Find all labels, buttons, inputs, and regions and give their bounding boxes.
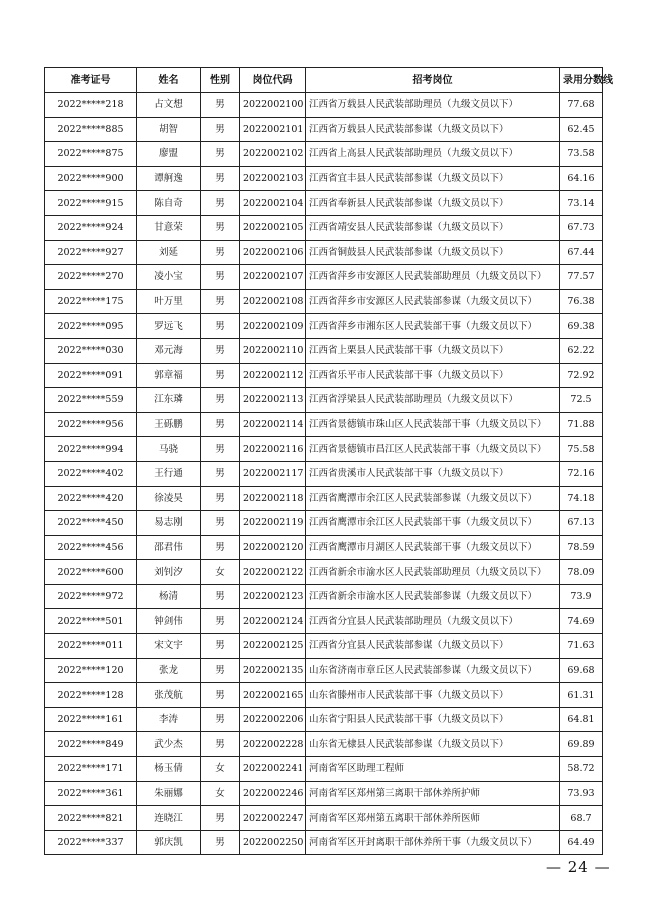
score-cell: 67.13 xyxy=(560,511,603,536)
name-cell: 郭庆凯 xyxy=(137,830,201,855)
gender-cell: 男 xyxy=(201,707,240,732)
score-cell: 69.68 xyxy=(560,658,603,683)
gender-cell: 男 xyxy=(201,289,240,314)
score-cell: 68.7 xyxy=(560,806,603,831)
post-code-cell: 2022002113 xyxy=(240,388,306,413)
gender-cell: 男 xyxy=(201,388,240,413)
post-code-cell: 2022002117 xyxy=(240,461,306,486)
score-cell: 58.72 xyxy=(560,757,603,782)
table-header xyxy=(45,68,613,93)
exam-id-cell: 2022*****875 xyxy=(45,142,137,167)
name-cell: 王行通 xyxy=(137,461,201,486)
post-cell: 江西省鹰潭市月湖区人民武装部干事（九级文员以下） xyxy=(306,535,560,560)
score-cell: 73.9 xyxy=(560,584,603,609)
name-cell: 刘钊汐 xyxy=(137,560,201,585)
exam-id-cell: 2022*****361 xyxy=(45,781,137,806)
post-cell: 江西省宜丰县人民武装部参谋（九级文员以下） xyxy=(306,166,560,191)
exam-id-cell: 2022*****337 xyxy=(45,830,137,855)
exam-id-cell: 2022*****095 xyxy=(45,314,137,339)
name-cell: 陈自奇 xyxy=(137,191,201,216)
exam-id-cell: 2022*****821 xyxy=(45,806,137,831)
name-cell: 占文想 xyxy=(137,93,201,118)
table-row xyxy=(45,388,603,413)
name-cell: 张茂航 xyxy=(137,683,201,708)
exam-id-cell: 2022*****885 xyxy=(45,117,137,142)
score-cell: 73.58 xyxy=(560,142,603,167)
table-row xyxy=(45,830,603,855)
exam-id-cell: 2022*****120 xyxy=(45,658,137,683)
gender-cell: 男 xyxy=(201,683,240,708)
post-cell: 江西省靖安县人民武装部参谋（九级文员以下） xyxy=(306,215,560,240)
score-cell: 72.92 xyxy=(560,363,603,388)
gender-cell: 男 xyxy=(201,634,240,659)
post-cell: 河南省军区郑州第三离职干部休养所护师 xyxy=(306,781,560,806)
gender-cell: 男 xyxy=(201,142,240,167)
exam-id-cell: 2022*****915 xyxy=(45,191,137,216)
post-code-cell: 2022002105 xyxy=(240,215,306,240)
name-cell: 朱丽娜 xyxy=(137,781,201,806)
table-row xyxy=(45,265,603,290)
post-cell: 河南省军区助理工程师 xyxy=(306,757,560,782)
post-code-cell: 2022002101 xyxy=(240,117,306,142)
post-cell: 江西省萍乡市安源区人民武装部参谋（九级文员以下） xyxy=(306,289,560,314)
gender-cell: 男 xyxy=(201,240,240,265)
exam-id-cell: 2022*****927 xyxy=(45,240,137,265)
exam-id-cell: 2022*****994 xyxy=(45,437,137,462)
exam-id-cell: 2022*****972 xyxy=(45,584,137,609)
exam-id-cell: 2022*****402 xyxy=(45,461,137,486)
score-cell: 77.68 xyxy=(560,93,603,118)
table-row xyxy=(45,461,603,486)
table-row xyxy=(45,338,603,363)
exam-id-cell: 2022*****171 xyxy=(45,757,137,782)
post-cell: 河南省军区开封离职干部休养所干事（九级文员以下） xyxy=(306,830,560,855)
table-row xyxy=(45,412,603,437)
table-row xyxy=(45,609,603,634)
post-code-cell: 2022002135 xyxy=(240,658,306,683)
name-cell: 李涛 xyxy=(137,707,201,732)
post-cell: 山东省滕州市人民武装部干事（九级文员以下） xyxy=(306,683,560,708)
gender-cell: 男 xyxy=(201,732,240,757)
exam-id-cell: 2022*****161 xyxy=(45,707,137,732)
name-cell: 甘意荣 xyxy=(137,215,201,240)
gender-cell: 男 xyxy=(201,117,240,142)
post-code-cell: 2022002116 xyxy=(240,437,306,462)
post-cell: 江西省万载县人民武装部助理员（九级文员以下） xyxy=(306,93,560,118)
table-body xyxy=(45,93,603,855)
exam-id-cell: 2022*****128 xyxy=(45,683,137,708)
table-row xyxy=(45,363,603,388)
table-row xyxy=(45,806,603,831)
name-cell: 刘延 xyxy=(137,240,201,265)
score-cell: 69.38 xyxy=(560,314,603,339)
exam-id-cell: 2022*****450 xyxy=(45,511,137,536)
name-cell: 钟剑伟 xyxy=(137,609,201,634)
column-header: 招考岗位 xyxy=(306,68,560,93)
post-cell: 江西省萍乡市湘东区人民武装部干事（九级文员以下） xyxy=(306,314,560,339)
gender-cell: 男 xyxy=(201,806,240,831)
post-code-cell: 2022002118 xyxy=(240,486,306,511)
exam-id-cell: 2022*****011 xyxy=(45,634,137,659)
post-cell: 山东省济南市章丘区人民武装部参谋（九级文员以下） xyxy=(306,658,560,683)
score-cell: 73.14 xyxy=(560,191,603,216)
post-code-cell: 2022002241 xyxy=(240,757,306,782)
exam-id-cell: 2022*****924 xyxy=(45,215,137,240)
post-code-cell: 2022002246 xyxy=(240,781,306,806)
score-cell: 77.57 xyxy=(560,265,603,290)
gender-cell: 男 xyxy=(201,363,240,388)
table-row xyxy=(45,93,603,118)
table-row xyxy=(45,634,603,659)
post-cell: 江西省上栗县人民武装部干事（九级文员以下） xyxy=(306,338,560,363)
table-row xyxy=(45,166,603,191)
score-cell: 69.89 xyxy=(560,732,603,757)
post-code-cell: 2022002104 xyxy=(240,191,306,216)
name-cell: 王砾鹏 xyxy=(137,412,201,437)
post-code-cell: 2022002100 xyxy=(240,93,306,118)
score-cell: 64.81 xyxy=(560,707,603,732)
name-cell: 宋文宇 xyxy=(137,634,201,659)
name-cell: 徐凌昊 xyxy=(137,486,201,511)
table-row xyxy=(45,535,603,560)
post-code-cell: 2022002250 xyxy=(240,830,306,855)
name-cell: 罗远飞 xyxy=(137,314,201,339)
name-cell: 连晓江 xyxy=(137,806,201,831)
score-cell: 72.5 xyxy=(560,388,603,413)
table-row xyxy=(45,486,603,511)
score-cell: 62.45 xyxy=(560,117,603,142)
exam-id-cell: 2022*****600 xyxy=(45,560,137,585)
table-row xyxy=(45,584,603,609)
post-code-cell: 2022002123 xyxy=(240,584,306,609)
post-cell: 江西省景德镇市昌江区人民武装部干事（九级文员以下） xyxy=(306,437,560,462)
column-header: 性别 xyxy=(201,68,240,93)
column-header: 录用分数线 xyxy=(560,68,603,93)
post-code-cell: 2022002110 xyxy=(240,338,306,363)
column-header: 准考证号 xyxy=(45,68,137,93)
gender-cell: 男 xyxy=(201,265,240,290)
post-code-cell: 2022002102 xyxy=(240,142,306,167)
table-row xyxy=(45,707,603,732)
post-cell: 江西省分宜县人民武装部助理员（九级文员以下） xyxy=(306,609,560,634)
gender-cell: 男 xyxy=(201,215,240,240)
table-row xyxy=(45,314,603,339)
post-code-cell: 2022002109 xyxy=(240,314,306,339)
name-cell: 马骁 xyxy=(137,437,201,462)
post-code-cell: 2022002165 xyxy=(240,683,306,708)
table-row xyxy=(45,683,603,708)
score-cell: 74.18 xyxy=(560,486,603,511)
post-code-cell: 2022002247 xyxy=(240,806,306,831)
results-table xyxy=(44,67,613,855)
score-cell: 67.44 xyxy=(560,240,603,265)
exam-id-cell: 2022*****956 xyxy=(45,412,137,437)
gender-cell: 女 xyxy=(201,757,240,782)
table-row xyxy=(45,142,603,167)
post-code-cell: 2022002120 xyxy=(240,535,306,560)
post-code-cell: 2022002106 xyxy=(240,240,306,265)
post-cell: 江西省分宜县人民武装部参谋（九级文员以下） xyxy=(306,634,560,659)
gender-cell: 男 xyxy=(201,609,240,634)
post-code-cell: 2022002228 xyxy=(240,732,306,757)
post-cell: 山东省宁阳县人民武装部干事（九级文员以下） xyxy=(306,707,560,732)
name-cell: 凌小宝 xyxy=(137,265,201,290)
results-table-container xyxy=(44,67,613,855)
score-cell: 71.63 xyxy=(560,634,603,659)
table-row xyxy=(45,289,603,314)
score-cell: 64.49 xyxy=(560,830,603,855)
post-code-cell: 2022002103 xyxy=(240,166,306,191)
exam-id-cell: 2022*****030 xyxy=(45,338,137,363)
table-row xyxy=(45,781,603,806)
column-header: 姓名 xyxy=(137,68,201,93)
post-cell: 江西省萍乡市安源区人民武装部助理员（九级文员以下） xyxy=(306,265,560,290)
gender-cell: 男 xyxy=(201,511,240,536)
gender-cell: 男 xyxy=(201,437,240,462)
score-cell: 74.69 xyxy=(560,609,603,634)
post-cell: 江西省贵溪市人民武装部干事（九级文员以下） xyxy=(306,461,560,486)
gender-cell: 男 xyxy=(201,461,240,486)
name-cell: 廖盟 xyxy=(137,142,201,167)
post-cell: 江西省新余市渝水区人民武装部参谋（九级文员以下） xyxy=(306,584,560,609)
table-row xyxy=(45,757,603,782)
gender-cell: 男 xyxy=(201,314,240,339)
gender-cell: 男 xyxy=(201,93,240,118)
post-code-cell: 2022002108 xyxy=(240,289,306,314)
post-cell: 江西省乐平市人民武装部干事（九级文员以下） xyxy=(306,363,560,388)
gender-cell: 男 xyxy=(201,166,240,191)
gender-cell: 男 xyxy=(201,338,240,363)
name-cell: 易志刚 xyxy=(137,511,201,536)
score-cell: 62.22 xyxy=(560,338,603,363)
table-row xyxy=(45,511,603,536)
score-cell: 61.31 xyxy=(560,683,603,708)
post-cell: 江西省万载县人民武装部参谋（九级文员以下） xyxy=(306,117,560,142)
name-cell: 江东璘 xyxy=(137,388,201,413)
post-code-cell: 2022002119 xyxy=(240,511,306,536)
gender-cell: 男 xyxy=(201,584,240,609)
exam-id-cell: 2022*****501 xyxy=(45,609,137,634)
gender-cell: 男 xyxy=(201,191,240,216)
score-cell: 64.16 xyxy=(560,166,603,191)
score-cell: 75.58 xyxy=(560,437,603,462)
table-row xyxy=(45,732,603,757)
table-row xyxy=(45,191,603,216)
page-number: — 24 — xyxy=(546,858,611,876)
post-cell: 江西省上高县人民武装部助理员（九级文员以下） xyxy=(306,142,560,167)
post-cell: 河南省军区郑州第五离职干部休养所医师 xyxy=(306,806,560,831)
name-cell: 杨清 xyxy=(137,584,201,609)
post-code-cell: 2022002112 xyxy=(240,363,306,388)
name-cell: 张龙 xyxy=(137,658,201,683)
name-cell: 胡智 xyxy=(137,117,201,142)
post-cell: 江西省鹰潭市余江区人民武装部干事（九级文员以下） xyxy=(306,511,560,536)
exam-id-cell: 2022*****175 xyxy=(45,289,137,314)
column-header: 岗位代码 xyxy=(240,68,306,93)
gender-cell: 男 xyxy=(201,412,240,437)
post-cell: 江西省铜鼓县人民武装部参谋（九级文员以下） xyxy=(306,240,560,265)
name-cell: 谭舸逸 xyxy=(137,166,201,191)
name-cell: 叶万里 xyxy=(137,289,201,314)
exam-id-cell: 2022*****270 xyxy=(45,265,137,290)
table-row xyxy=(45,240,603,265)
gender-cell: 男 xyxy=(201,830,240,855)
exam-id-cell: 2022*****091 xyxy=(45,363,137,388)
gender-cell: 女 xyxy=(201,781,240,806)
score-cell: 76.38 xyxy=(560,289,603,314)
post-code-cell: 2022002122 xyxy=(240,560,306,585)
table-row xyxy=(45,560,603,585)
post-cell: 江西省奉新县人民武装部参谋（九级文员以下） xyxy=(306,191,560,216)
score-cell: 67.73 xyxy=(560,215,603,240)
name-cell: 邵君伟 xyxy=(137,535,201,560)
score-cell: 73.93 xyxy=(560,781,603,806)
gender-cell: 男 xyxy=(201,658,240,683)
post-code-cell: 2022002124 xyxy=(240,609,306,634)
post-code-cell: 2022002107 xyxy=(240,265,306,290)
exam-id-cell: 2022*****420 xyxy=(45,486,137,511)
post-cell: 江西省新余市渝水区人民武装部助理员（九级文员以下） xyxy=(306,560,560,585)
name-cell: 武少杰 xyxy=(137,732,201,757)
exam-id-cell: 2022*****559 xyxy=(45,388,137,413)
post-cell: 江西省景德镇市珠山区人民武装部干事（九级文员以下） xyxy=(306,412,560,437)
post-code-cell: 2022002125 xyxy=(240,634,306,659)
post-code-cell: 2022002114 xyxy=(240,412,306,437)
exam-id-cell: 2022*****218 xyxy=(45,93,137,118)
gender-cell: 男 xyxy=(201,486,240,511)
exam-id-cell: 2022*****456 xyxy=(45,535,137,560)
gender-cell: 男 xyxy=(201,535,240,560)
post-cell: 江西省鹰潭市余江区人民武装部参谋（九级文员以下） xyxy=(306,486,560,511)
table-row xyxy=(45,117,603,142)
post-cell: 江西省浮梁县人民武装部助理员（九级文员以下） xyxy=(306,388,560,413)
name-cell: 邓元海 xyxy=(137,338,201,363)
exam-id-cell: 2022*****849 xyxy=(45,732,137,757)
score-cell: 78.09 xyxy=(560,560,603,585)
post-code-cell: 2022002206 xyxy=(240,707,306,732)
name-cell: 杨玉倩 xyxy=(137,757,201,782)
score-cell: 72.16 xyxy=(560,461,603,486)
name-cell: 郭章福 xyxy=(137,363,201,388)
table-row xyxy=(45,215,603,240)
post-cell: 山东省无棣县人民武装部参谋（九级文员以下） xyxy=(306,732,560,757)
table-row xyxy=(45,437,603,462)
score-cell: 71.88 xyxy=(560,412,603,437)
exam-id-cell: 2022*****900 xyxy=(45,166,137,191)
gender-cell: 女 xyxy=(201,560,240,585)
table-row xyxy=(45,658,603,683)
score-cell: 78.59 xyxy=(560,535,603,560)
